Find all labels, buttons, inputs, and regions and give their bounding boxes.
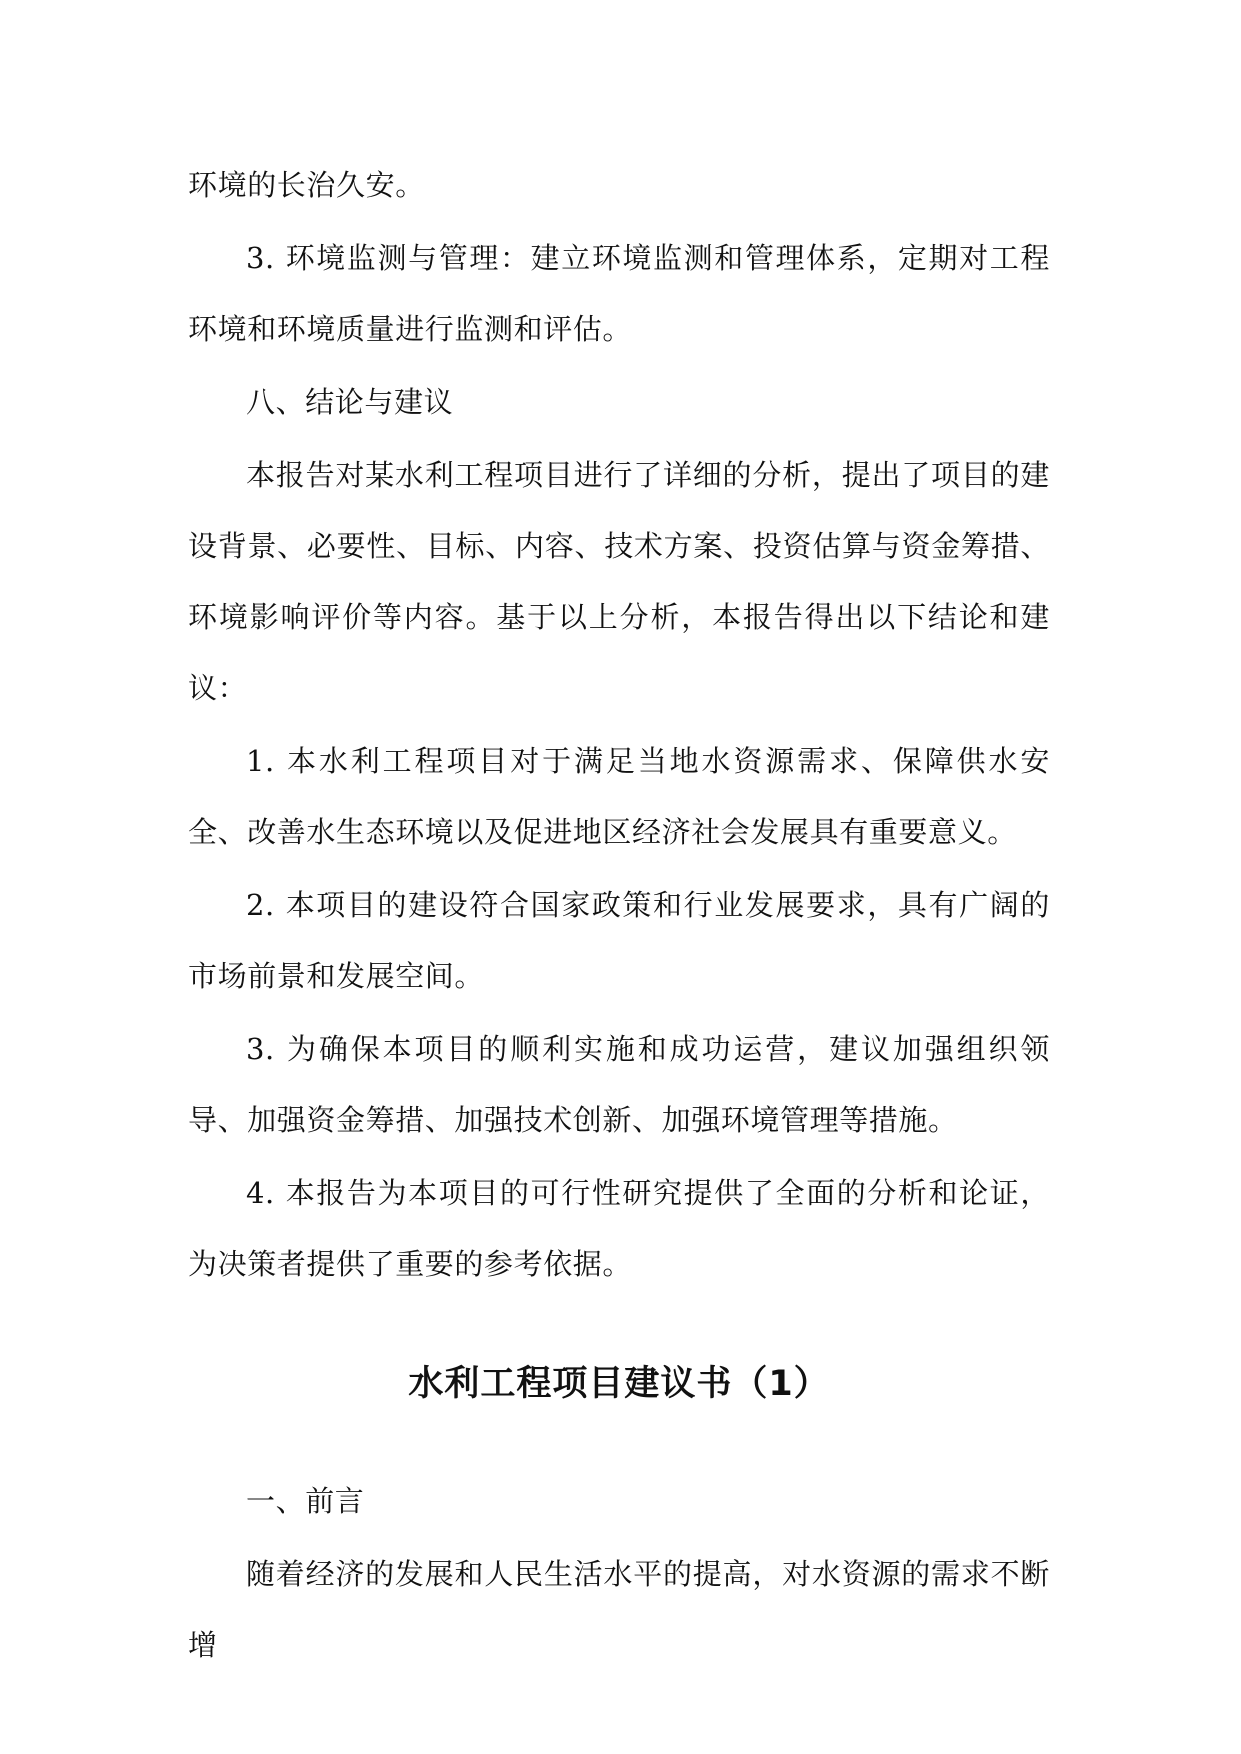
paragraph-report-summary: 本报告对某水利工程项目进行了详细的分析，提出了项目的建设背景、必要性、目标、内容、技术方案、投资估算与资金筹措、环境影响评价等内容。基于以上分析，本报告得出以下结论和建议： — [188, 458, 1050, 705]
paragraph-env-conclusion: 环境的长治久安。 — [188, 168, 425, 202]
conclusion-item-3: 3. 为确保本项目的顺利实施和成功运营，建议加强组织领导、加强资金筹措、加强技术创新、加强环境管理等措施。 — [188, 1032, 1050, 1137]
paragraph-preface-intro: 随着经济的发展和人民生活水平的提高，对水资源的需求不断增 — [188, 1557, 1050, 1662]
conclusion-item-1: 1. 本水利工程项目对于满足当地水资源需求、保障供水安全、改善水生态环境以及促进地区经济社会发展具有重要意义。 — [188, 744, 1050, 849]
section-heading-preface: 一、前言 — [246, 1484, 365, 1518]
section-heading-conclusion: 八、结论与建议 — [246, 385, 454, 419]
document-title: 水利工程项目建议书（1） — [408, 1364, 830, 1404]
conclusion-item-4: 4. 本报告为本项目的可行性研究提供了全面的分析和论证，为决策者提供了重要的参考依据。 — [188, 1176, 1050, 1281]
conclusion-item-2: 2. 本项目的建设符合国家政策和行业发展要求，具有广阔的市场前景和发展空间。 — [188, 888, 1050, 993]
paragraph-env-monitoring: 3. 环境监测与管理：建立环境监测和管理体系，定期对工程环境和环境质量进行监测和评估。 — [188, 241, 1050, 346]
document-body — [188, 150, 1050, 1683]
